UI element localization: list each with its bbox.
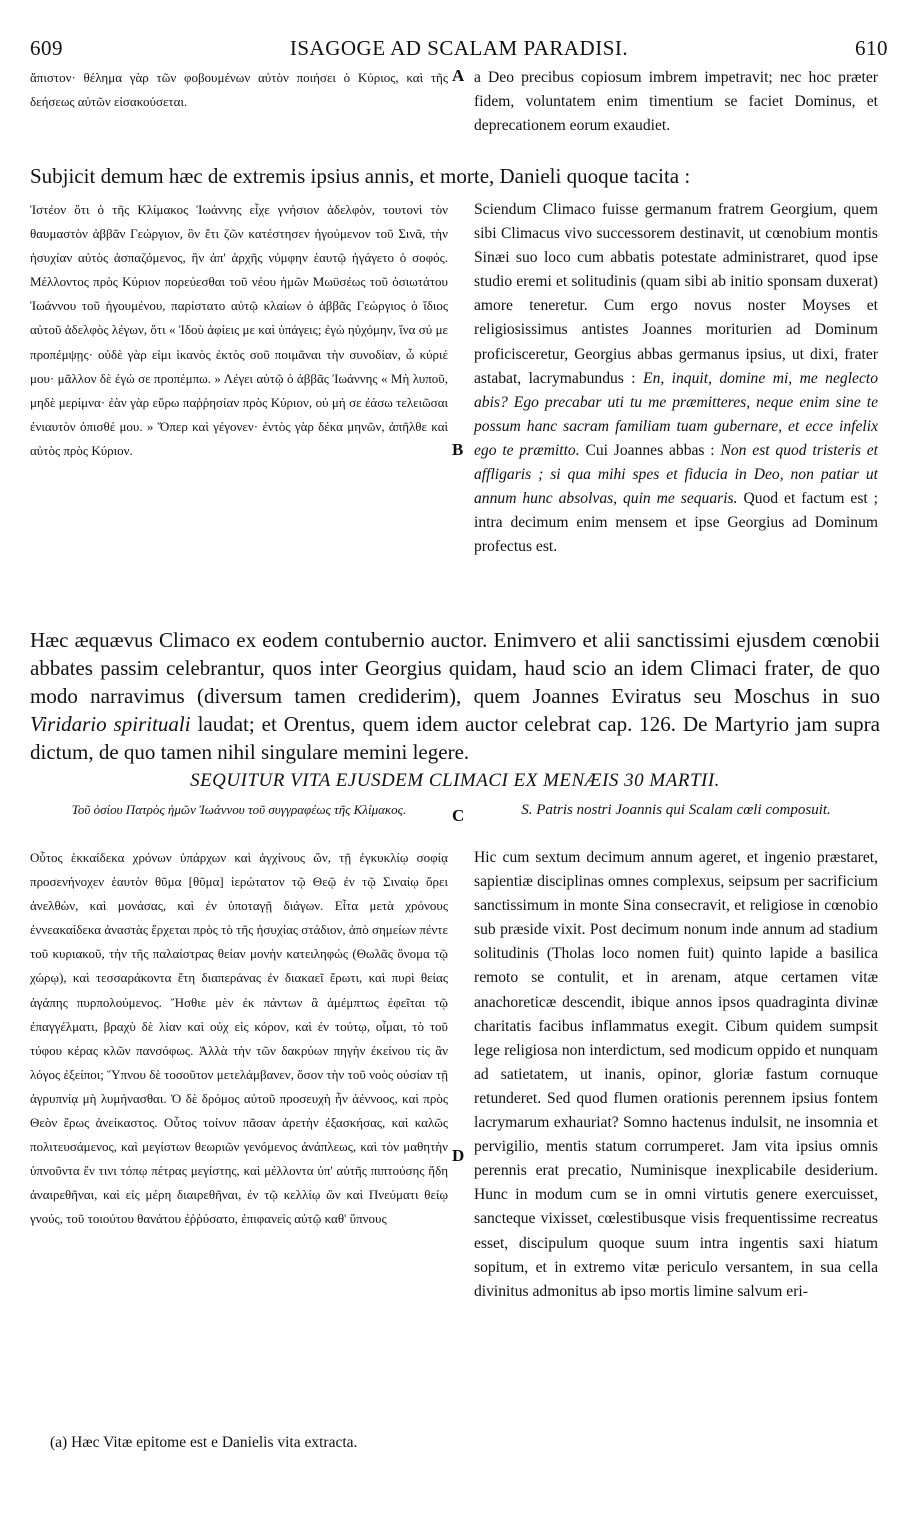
margin-marker-b: B xyxy=(452,440,464,459)
section-title: SEQUITUR VITA EJUSDEM CLIMACI EX MENÆIS 30 MARTII. xyxy=(190,770,720,791)
greek-column-2: Οὗτος ἑκκαίδεκα χρόνων ὑπάρχων καὶ ἀγχίνους ὤν, τῇ ἐγκυκλίῳ σοφίᾳ προσενήνοχεν ἑαυτὸν θῦμα [θῦμα] ἱερώτατον τῷ Θεῷ ἐν τῷ Σιναίῳ ὄρει ἀνελθὼν, καὶ μονάσας, καὶ ἐν ὑποταγῇ διάγων. Εἶτα μετὰ χρόνους ἐννεακαίδεκα ἀναστὰς ἔρχεται πρὸς τὸ τῆς ἡσυχίας στάδιον, ἀπὸ σημείων πέντε τοῦ κυριακοῦ, τὴν τῆς παλαίστρας θείαν μονὴν κατειληφώς (Θωλᾶς ὄνομα τῷ χώρῳ), καὶ τεσσαράκοντα ἔτη διαπεράνας ἐν διακαεῖ ἔρωτι, καὶ πυρὶ θείας ἀγάπης πυρπολούμενος. Ἤσθιε μὲν ἐκ πάντων ἃ ἀμέμπτως ἐφεῖται τῷ ἐπαγγέλματι, βραχὺ δὲ λίαν καὶ οὐχ εἰς κόρον, καὶ ἐν τούτῳ, οἶμαι, τὸ τοῦ τύφου κέρας κλῶν πανσόφως. Ἀλλὰ τὴν τῶν δακρύων πηγὴν ἐκείνου τίς ἂν λόγος ἐξείποι; Ὕπνου δὲ τοσοῦτον μετελάμβανεν, ὅσον τὴν τοῦ νοὸς οὐσίαν τῇ ἀγρυπνίᾳ μὴ λυμήνασθαι. Ὁ δὲ δρόμος αὐτοῦ προσευχὴ ἦν ἀέννοος, καὶ πρὸς Θεὸν ἔρως ἀνείκαστος. Οὗτος τοίνυν πᾶσαν ἀρετὴν ἐξασκήσας, καὶ καλῶς πολιτευσάμενος, καὶ μεγίστων θεωριῶν γενόμενος ἀνάπλεως, καὶ τὸν μαθητὴν ὑπνοῦντα ἔν τινι τόπῳ πέτρας μεγίστης, καὶ μέλλοντα ὑπ' αὐτῆς πιπτούσης ἤδη ἀναιρεθῆναι, καὶ εἰς μέρη διαιρεθῆναι, ἐν τῷ κελλίῳ ὢν καὶ Πνεύματι θείῳ γνούς, τοῦ τοιούτου θανάτου ἐῤῥύσατο, ἐπιφανεὶς αὐτῷ καθ' ὕπνους xyxy=(30,850,448,1227)
main-paragraph xyxy=(30,626,880,766)
greek-section-title: Τοῦ ὁσίου Πατρὸς ἡμῶν Ἰωάννου τοῦ συγγραφέως τῆς Κλίμακος. xyxy=(71,802,407,817)
greek-column-1: Ἰστέον ὅτι ὁ τῆς Κλίμακος Ἰωάννης εἶχε γνήσιον ἀδελφὸν, τουτονὶ τὸν θαυμαστὸν ἀββᾶν Γεώργιον, ὃν ἔτι ζῶν κατέστησεν ἡγούμενον τοῦ Σινᾶ, τὴν ἡσυχίαν αὐτὸς ἀσπαζόμενος, ἣν ἀπ' ἀρχῆς νύμφην ἑαυτῷ ἠγάγετο ὁ σοφός. Μέλλοντος πρὸς Κύριον πορεύεσθαι τοῦ νέου ἡμῶν Μωϋσέως τοῦ ὁσιωτάτου Ἰωάννου τοῦ ἡγουμένου, παρίστατο αὐτῷ κλαίων ὁ ἀββᾶς Γεώργιος ὁ ἴδιος αὐτοῦ ἀδελφὸς λέγων, ὅτι « Ἰδοὺ ἀφίεις με καὶ ὑπάγεις; ἐγὼ ηὐχόμην, ἵνα σύ με προπέμψῃς· οὐδὲ γὰρ εἰμι ἱκανὸς ἐκτὸς σοῦ ποιμᾶναι τὴν συνοδίαν, ὦ κύριέ μου· μᾶλλον δὲ ἐγώ σε προπέμπω. » Λέγει αὐτῷ ὁ ἀββᾶς Ἰωάννης « Μὴ λυποῦ, μηδὲ μερίμνα· ἐὰν γὰρ εὕρω παῤῥησίαν πρὸς Κύριον, οὐ μή σε ἐάσω τελειῶσαι ἐνιαυτὸν ὀπισθέ μου. » Ὅπερ καὶ γέγονεν· ἐντὸς γὰρ δέκα μηνῶν, ἀπῆλθε καὶ αὐτὸς πρὸς Κύριον. xyxy=(30,202,448,458)
latin-text-top: a Deo precibus copiosum imbrem impetravit; nec hoc præter fidem, voluntatem enim timentium se faciet Dominus, et deprecationem eorum exaudiet. xyxy=(474,69,878,135)
latin-column-1-quote1: En, inquit, domine mi, me neglecto abis? Ego precabar uti tu me præmitteres, neque enim sine te possum hanc sacram familiam tuam gubernare, et ecce infelix ego te præmitto. xyxy=(474,369,879,459)
intro-heading: Subjicit demum hæc de extremis ipsius annis, et morte, Danieli quoque tacita : xyxy=(30,164,691,188)
margin-marker-c: C xyxy=(452,806,465,825)
page-number-left: 609 xyxy=(30,36,63,60)
latin-column-1-c: Quod et factum est ; intra decimum enim mensem et ipse Georgius ad Dominum profectus est. xyxy=(474,490,879,556)
running-header xyxy=(30,36,888,62)
latin-column-1-a: Sciendum Climaco fuisse germanum fratrem Georgium, quem sibi Climacus vivo successorem destinavit, ut cœnobium montis Sinæi suo loco cum abbatis potestate administraret, quod ipse studio eremi et solitudinis (quam sibi ab initio sponsam duxerat) amore teneretur. Cum ergo novus noster Moyses et religiosissimus antistes Joannes moriturien ad Dominum proficisceretur, Georgius abbas germanus ipsius, ut dixi, frater astabat, lacrymabundus : xyxy=(474,201,878,387)
greek-text-top: ἄπιστον· θέλημα γὰρ τῶν φοβουμένων αὐτὸν ποιήσει ὁ Κύριος, καὶ τῆς δεήσεως αὐτῶν εἰσακούσεται. xyxy=(30,70,448,110)
margin-marker-a: A xyxy=(452,66,465,85)
main-paragraph-b: laudat; et Orentus, quem idem auctor celebrat cap. 126. De Martyrio jam supra dictum, de quo tamen nihil singulare memini legere. xyxy=(30,712,880,764)
latin-column-1-b: Cui Joannes abbas : xyxy=(585,441,715,459)
latin-section-title: S. Patris nostri Joannis qui Scalam cœli composuit. xyxy=(521,802,831,818)
main-paragraph-a: Hæc æquævus Climaco ex eodem contubernio auctor. Enimvero et alii sanctissimi ejusdem cœnobii abbates passim celebrantur, quos inter Georgius quidam, haud scio an idem Climaci frater, de quo modo narravimus (diversum tamen crediderim), quem Joannes Eviratus seu Moschus in suo xyxy=(30,628,880,708)
latin-column-2: Hic cum sextum decimum annum ageret, et ingenio præstaret, sapientiæ disciplinas omnes complexus, seipsum per sacrificium sanctissimum in monte Sina consecravit, et religiose in cœnobio sub præside vixit. Post decimum nonum inde annum ad stadium solitudinis (Tholas loco nomen fuit) quinto lapide a basilica remoto se contulit, et in arenam, atque certamen vitæ anachoreticæ descendit, ibique annos ipsos quadraginta divinæ charitatis facibus inflammatus exegit. Cibum quidem sumpsit lege religiosa non interdictum, sed modicum oppido et nunquam ad satietatem, ut inanis, opinor, gloriæ fastum cornuque retunderet. Sed quod flumen orationis perennem ipsius fontem lacrymarum exhauriat? Somno hactenus indulsit, ne insomnia et pervigilio, mentis statum corrumperet. Jam vita ipsius omnis perennis erat precatio, Numinisque inexplicabile desiderium. Hunc in modum cum se in omni virtutis genere exercuisset, sancteque vixisset, cœlestibusque visis frequentissime recreatus esset, discipulum quoque suum intra ingentis saxi hiatum sopitum, et in extremo vitæ periculo versantem, in sua cella divinitus admonitus ab ipso mortis limine salvum eri- xyxy=(474,849,878,1300)
footnote: (a) Hæc Vitæ epitome est e Danielis vita extracta. xyxy=(50,1434,358,1451)
running-title: ISAGOGE AD SCALAM PARADISI. xyxy=(289,36,629,60)
main-paragraph-italic: Viridario spirituali xyxy=(30,712,191,736)
margin-marker-d: D xyxy=(452,1146,465,1165)
latin-column-1-quote2: Non est quod tristeris et affligaris ; si qua mihi spes et fiducia in Deo, non patiar ut annum hunc absolvas, quin me sequaris. xyxy=(474,441,879,508)
latin-column-1 xyxy=(474,198,878,559)
page-number-right: 610 xyxy=(855,36,888,60)
